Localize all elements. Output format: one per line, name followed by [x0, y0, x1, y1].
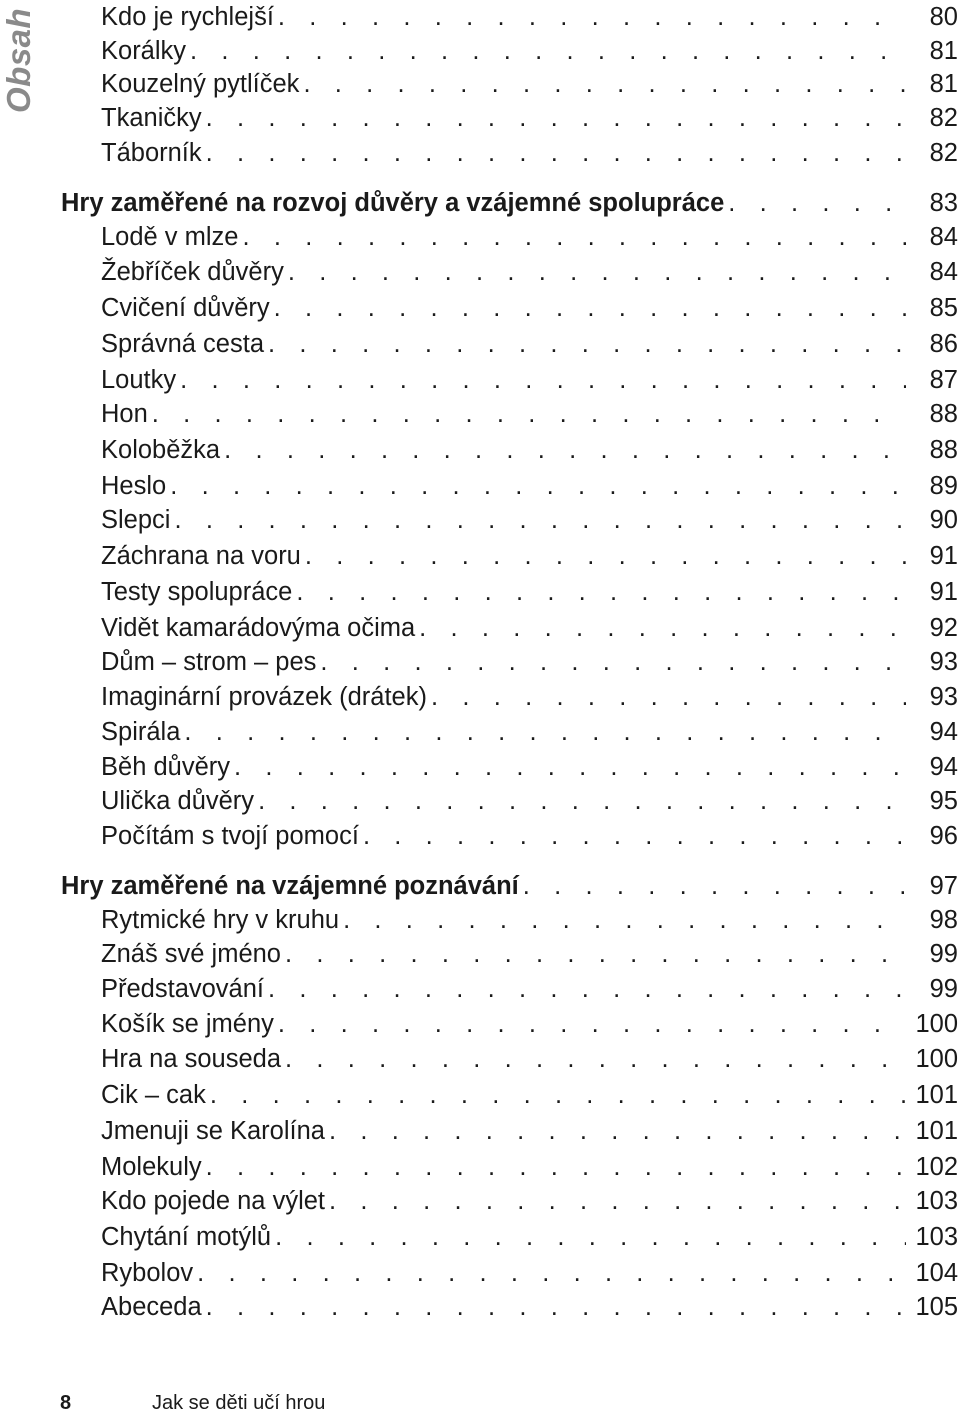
toc-leader-dots [210, 1078, 906, 1112]
toc-entry-title: Abeceda [101, 1293, 202, 1321]
toc-page-number: 104 [915, 1259, 958, 1287]
toc-page-number: 88 [929, 400, 958, 428]
toc-entry [101, 1256, 960, 1290]
toc-page-number: 102 [915, 1153, 958, 1181]
toc-leader-dots [206, 101, 906, 135]
toc-entry-title: Dům – strom – pes [101, 648, 317, 676]
toc-entry-title: Kdo je rychlejší [101, 3, 274, 31]
toc-page-number: 91 [929, 578, 958, 606]
toc-leader-dots [170, 469, 906, 503]
toc-entry-title: Tkaničky [101, 104, 202, 132]
toc-entry [101, 715, 960, 749]
toc-entry-title: Loutky [101, 366, 177, 394]
toc-leader-dots [288, 255, 906, 289]
toc-entry [101, 327, 960, 361]
toc-entry [101, 1042, 960, 1076]
section-label: Obsah [0, 7, 37, 113]
toc-leader-dots [278, 0, 906, 34]
toc-page-number: 83 [929, 189, 958, 217]
toc-leader-dots [285, 1042, 906, 1076]
toc-leader-dots [197, 1256, 906, 1290]
toc-entry [101, 220, 960, 254]
toc-leader-dots [303, 67, 906, 101]
toc-entry [101, 363, 960, 397]
toc-entry-title: Chytání motýlů [101, 1223, 272, 1251]
toc-page-number: 103 [915, 1223, 958, 1251]
toc-entry [101, 291, 960, 325]
toc-leader-dots [363, 819, 906, 853]
toc-leader-dots [258, 784, 906, 818]
toc-page-number: 93 [929, 683, 958, 711]
toc-page-number: 100 [915, 1045, 958, 1073]
toc-leader-dots [329, 1114, 906, 1148]
toc-entry [101, 0, 960, 34]
toc-entry-title: Košík se jmény [101, 1010, 274, 1038]
footer-book-title: Jak se děti učí hrou [152, 1392, 326, 1414]
toc-page-number: 87 [929, 366, 958, 394]
toc-entry [101, 469, 960, 503]
toc-page-number: 93 [929, 648, 958, 676]
toc-page-number: 86 [929, 330, 958, 358]
toc-entry-title: Počítám s tvojí pomocí [101, 822, 359, 850]
toc-entry-title: Korálky [101, 37, 187, 65]
toc-leader-dots [268, 327, 906, 361]
toc-page-number: 96 [929, 822, 958, 850]
toc-section-heading [61, 869, 960, 903]
toc-entry-title: Molekuly [101, 1153, 202, 1181]
toc-entry [101, 784, 960, 818]
toc-leader-dots [278, 1007, 906, 1041]
toc-entry-title: Kouzelný pytlíček [101, 70, 300, 98]
toc-entry [101, 503, 960, 537]
toc-entry [101, 1220, 960, 1254]
toc-page-number: 80 [929, 3, 958, 31]
toc-page-number: 100 [915, 1010, 958, 1038]
toc-entry-title: Jmenuji se Karolína [101, 1117, 325, 1145]
toc-leader-dots [419, 611, 906, 645]
toc-page-number: 88 [929, 436, 958, 464]
page-footer [0, 1392, 960, 1420]
toc-entry-title: Představování [101, 975, 265, 1003]
toc-leader-dots [206, 1150, 906, 1184]
toc-page-number: 82 [929, 104, 958, 132]
toc-page-number: 92 [929, 614, 958, 642]
toc-entry-title: Spirála [101, 718, 181, 746]
footer-page-number: 8 [60, 1392, 72, 1414]
toc-leader-dots [320, 645, 906, 679]
toc-entry-title: Testy spolupráce [101, 578, 293, 606]
toc-entry [101, 136, 960, 170]
toc-leader-dots [431, 680, 906, 714]
toc-entry-title: Běh důvěry [101, 753, 230, 781]
toc-entry-title: Cvičení důvěry [101, 294, 270, 322]
toc-entry-title: Ulička důvěry [101, 787, 255, 815]
toc-entry-title: Slepci [101, 506, 171, 534]
toc-entry-title: Hry zaměřené na vzájemné poznávání [61, 872, 519, 900]
toc-page-number: 84 [929, 258, 958, 286]
toc-entry-title: Heslo [101, 472, 167, 500]
toc-entry-title: Žebříček důvěry [101, 258, 284, 286]
toc-page-number: 99 [929, 940, 958, 968]
toc-page-number: 82 [929, 139, 958, 167]
toc-entry [101, 972, 960, 1006]
toc-entry [101, 645, 960, 679]
toc-entry [101, 539, 960, 573]
toc-entry [101, 1078, 960, 1112]
toc-entry-title: Imaginární provázek (drátek) [101, 683, 427, 711]
toc-leader-dots [728, 186, 906, 220]
toc-entry-title: Táborník [101, 139, 202, 167]
toc-entry-title: Rytmické hry v kruhu [101, 906, 340, 934]
toc-page-number: 99 [929, 975, 958, 1003]
toc-entry [101, 575, 960, 609]
toc-leader-dots [329, 1184, 906, 1218]
toc-entry-title: Rybolov [101, 1259, 194, 1287]
toc-leader-dots [234, 750, 906, 784]
toc-page-number: 98 [929, 906, 958, 934]
toc-leader-dots [296, 575, 906, 609]
toc-page-number: 81 [929, 70, 958, 98]
toc-entry [101, 67, 960, 101]
toc-entry-title: Hra na souseda [101, 1045, 282, 1073]
toc-leader-dots [206, 136, 906, 170]
toc-entry [101, 1290, 960, 1324]
toc-entry [101, 34, 960, 68]
toc-page-number: 84 [929, 223, 958, 251]
toc-entry [101, 1150, 960, 1184]
toc-leader-dots [275, 1220, 906, 1254]
toc-entry [101, 819, 960, 853]
toc-leader-dots [268, 972, 906, 1006]
toc-entry-title: Kdo pojede na výlet [101, 1187, 325, 1215]
toc-leader-dots [224, 433, 906, 467]
toc-leader-dots [274, 291, 906, 325]
toc-entry-title: Lodě v mlze [101, 223, 239, 251]
toc-page-number: 101 [915, 1081, 958, 1109]
toc-page-number: 101 [915, 1117, 958, 1145]
toc-entry [101, 101, 960, 135]
toc-page-number: 85 [929, 294, 958, 322]
toc-page-number: 97 [929, 872, 958, 900]
toc-entry [101, 937, 960, 971]
toc-leader-dots [343, 903, 906, 937]
toc-page-number: 105 [915, 1293, 958, 1321]
toc-entry [101, 255, 960, 289]
toc-entry [101, 397, 960, 431]
toc-page-number: 90 [929, 506, 958, 534]
toc-entry-title: Vidět kamarádovýma očima [101, 614, 416, 642]
toc-entry [101, 1184, 960, 1218]
toc-leader-dots [243, 220, 907, 254]
toc-entry [101, 903, 960, 937]
toc-page-number: 89 [929, 472, 958, 500]
toc-page-number: 95 [929, 787, 958, 815]
toc-leader-dots [305, 539, 906, 573]
toc-entry [101, 1114, 960, 1148]
toc-page-number: 81 [929, 37, 958, 65]
toc-leader-dots [174, 503, 906, 537]
toc-leader-dots [285, 937, 906, 971]
toc-entry-title: Koloběžka [101, 436, 221, 464]
toc-page-number: 94 [929, 753, 958, 781]
toc-entry-title: Hry zaměřené na rozvoj důvěry a vzájemné spolupráce [61, 189, 725, 217]
toc-page-number: 91 [929, 542, 958, 570]
toc-entry-title: Znáš své jméno [101, 940, 281, 968]
toc-leader-dots [180, 363, 906, 397]
toc-entry [101, 1007, 960, 1041]
toc-leader-dots [523, 869, 906, 903]
toc-leader-dots [152, 397, 906, 431]
toc-entry [101, 680, 960, 714]
toc-entry-title: Hon [101, 400, 148, 428]
toc-entry [101, 611, 960, 645]
toc-section-heading [61, 186, 960, 220]
toc-entry [101, 433, 960, 467]
toc-page-number: 94 [929, 718, 958, 746]
toc-leader-dots [190, 34, 906, 68]
toc-entry-title: Cik – cak [101, 1081, 206, 1109]
toc-entry [101, 750, 960, 784]
toc-page-number: 103 [915, 1187, 958, 1215]
toc-leader-dots [206, 1290, 906, 1324]
toc-entry-title: Záchrana na voru [101, 542, 301, 570]
toc-entry-title: Správná cesta [101, 330, 265, 358]
toc-leader-dots [184, 715, 906, 749]
